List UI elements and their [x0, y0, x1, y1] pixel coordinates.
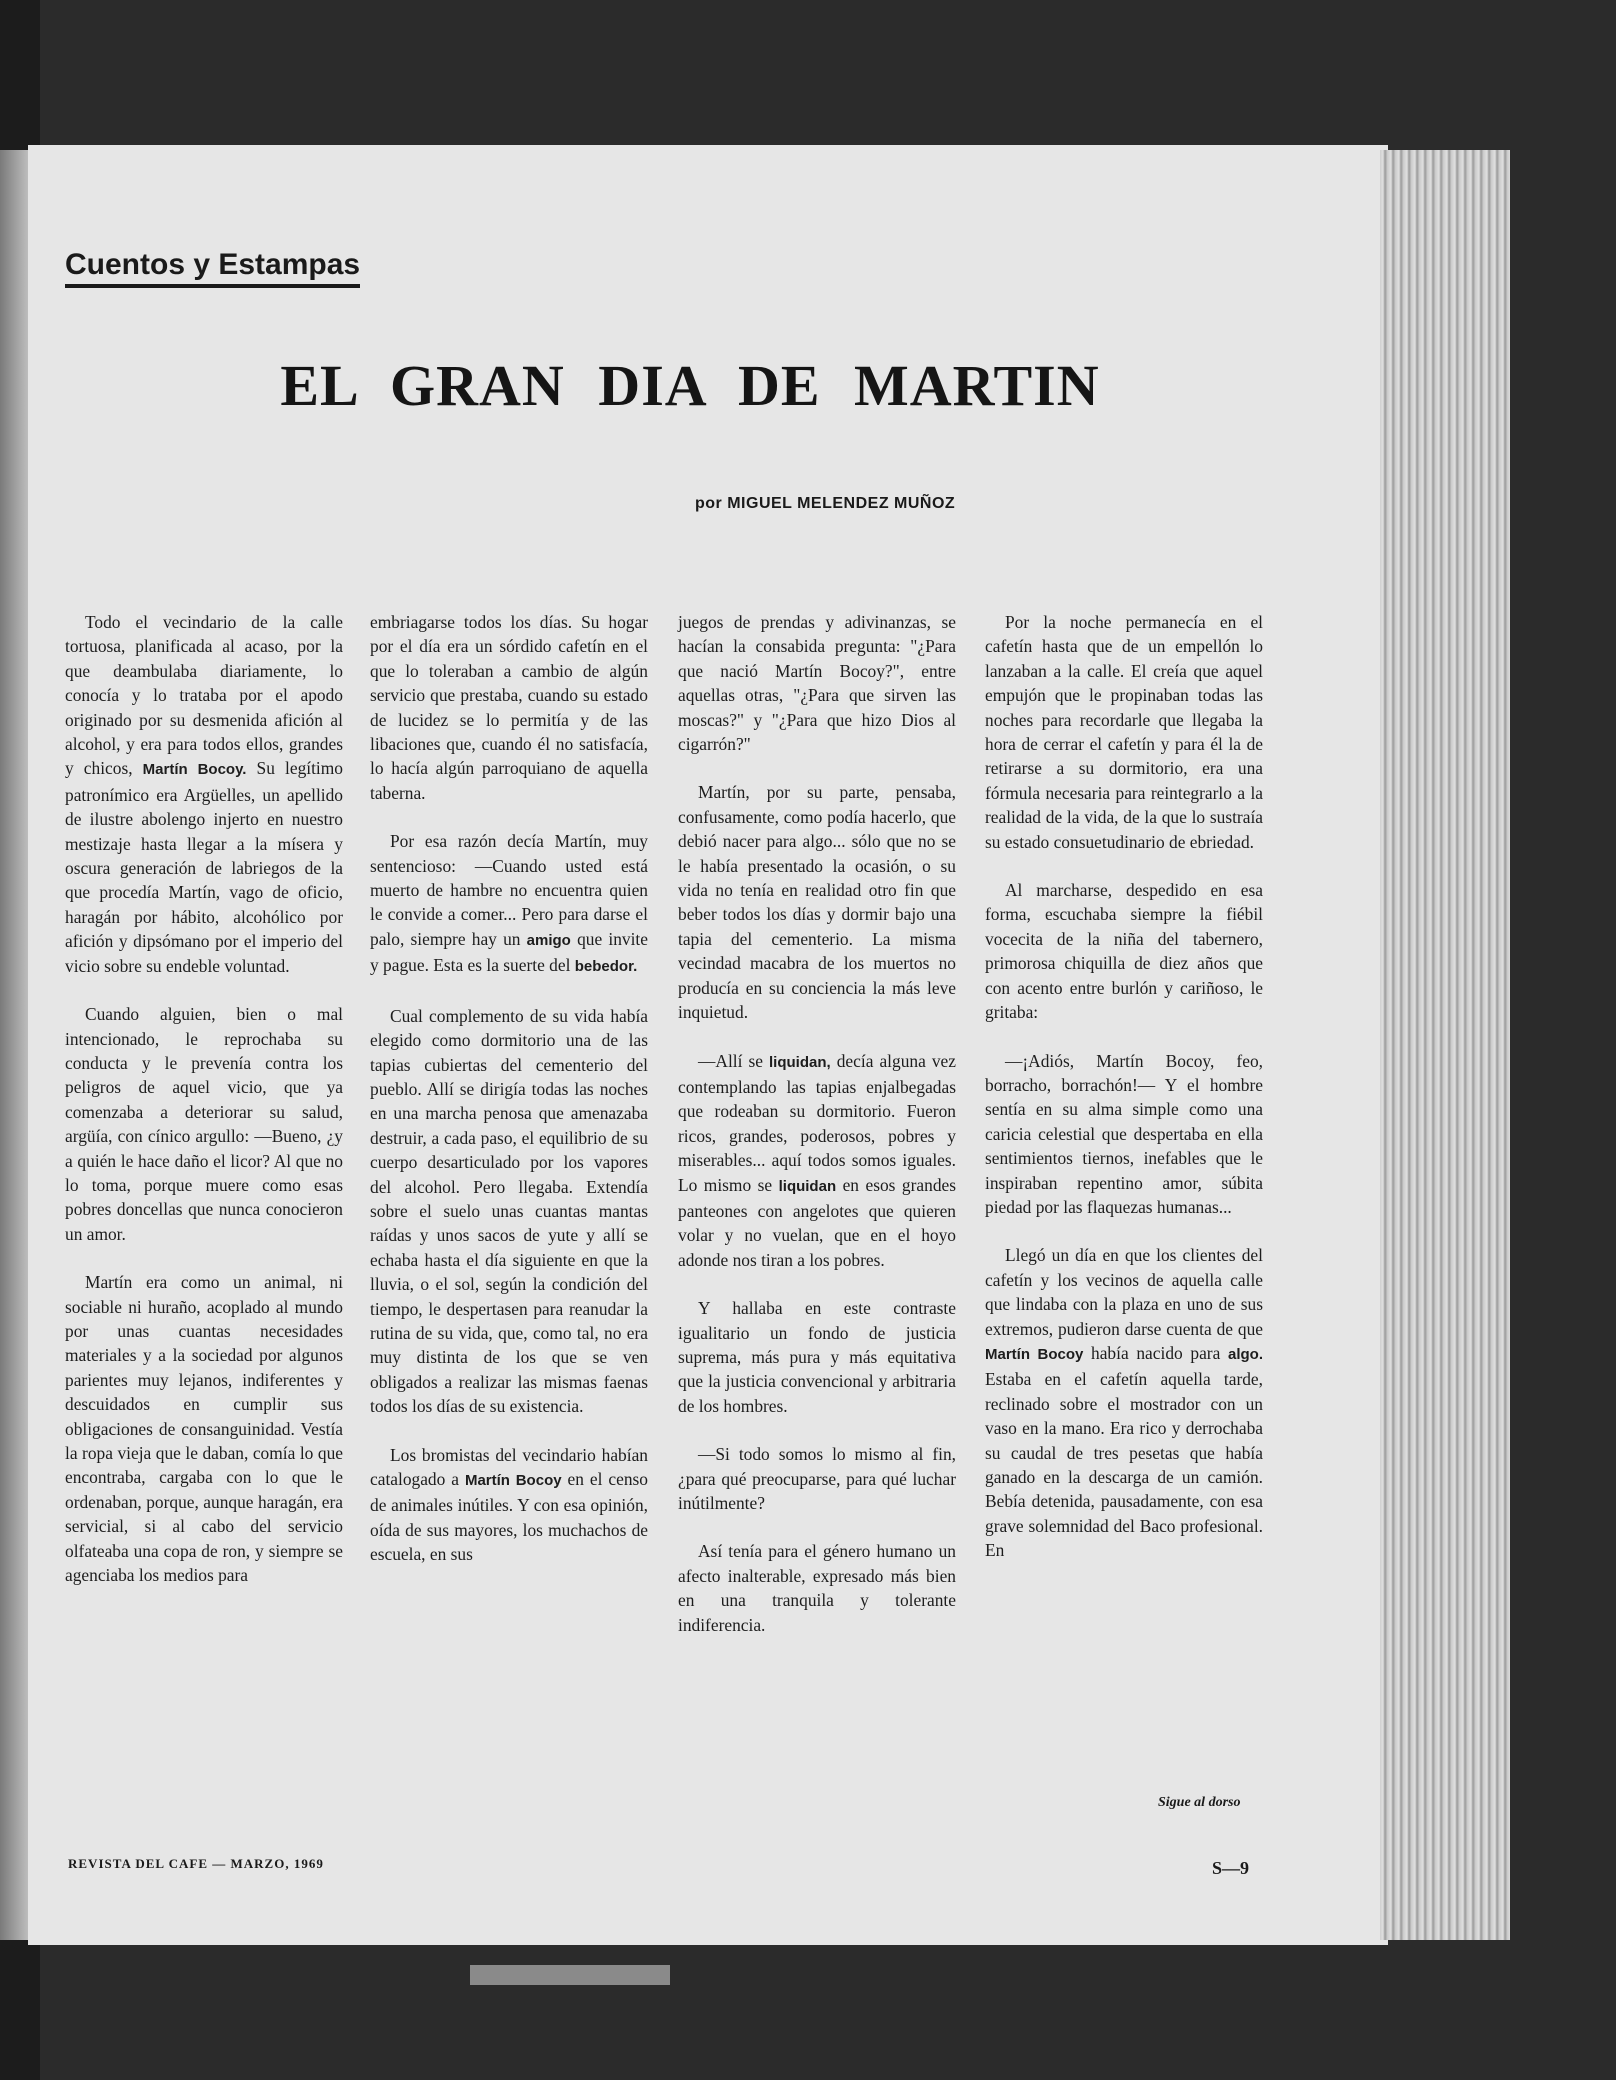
- paragraph: Al marcharse, despedido en esa forma, escuchaba siempre la fiébil vocecita de la niña del tabernero, primorosa chiquilla de diez años que con acento entre burlón y cariñoso, le gritaba:: [985, 880, 1263, 1023]
- paragraph: Y hallaba en este contraste igualitario un fondo de justicia suprema, más pura y más equitativa que la justicia convencional y arbitraria de los hombres.: [678, 1298, 956, 1416]
- column-2: [370, 610, 648, 1591]
- paragraph: Así tenía para el género humano un afecto inalterable, expresado más bien en una tranquila y tolerante indiferencia.: [678, 1541, 956, 1635]
- page-number: S—9: [1212, 1858, 1250, 1878]
- column-4: [985, 610, 1263, 1587]
- footer-publication: REVISTA DEL CAFE — MARZO, 1969: [68, 1856, 324, 1871]
- continued-note: Sigue al dorso: [1158, 1795, 1241, 1810]
- column-3: [678, 610, 956, 1661]
- book-page-edges: [1380, 150, 1510, 1940]
- section-label: Cuentos y Estampas: [65, 248, 360, 288]
- paragraph: —Si todo somos lo mismo al fin, ¿para qué preocuparse, para qué luchar inútilmente?: [678, 1444, 956, 1513]
- article-title: EL GRAN DIA DE MARTIN: [280, 353, 1100, 418]
- paragraph: Cuando alguien, bien o mal intencionado, le reprochaba su conducta y le prevenía contra los peligros de aquel vicio, que ya comenzaba a deteriorar su salud, argüía, con cínico argullo: —Bueno, ¿y a quién le hace daño el licor? Al que no lo toma, porque muere como esas pobres doncellas que nunca conocieron un amor.: [65, 1004, 343, 1244]
- paragraph: Por esa razón decía Martín, muy sentencioso: —Cuando usted está muerto de hambre no encuentra quien le convide a comer... Pero para darse el palo, siempre hay un amigo que invite y pague. Esta es la suerte del bebedor.: [370, 831, 648, 976]
- paragraph: Llegó un día en que los clientes del cafetín y los vecinos de aquella calle que lindaba con la plaza en uno de sus extremos, pudieron darse cuenta de que Martín Bocoy había nacido para algo. Estaba en el cafetín aquella tarde, reclinado sobre el mostrador con un vaso en la mano. Era rico y derrochaba su caudal de tres pesetas que había ganado en la descarga de un camión. Bebía detenida, pausadamente, con esa grave solemnidad del Baco profesional. En: [985, 1245, 1263, 1561]
- paragraph: —¡Adiós, Martín Bocoy, feo, borracho, borrachón!— Y el hombre sentía en su alma simple como una caricia celestial que despertaba en ella sentimientos tiernos, inefables que le inspiraban repentino amor, súbita piedad por las flaquezas humanas...: [985, 1050, 1263, 1217]
- paragraph: juegos de prendas y adivinanzas, se hacían la consabida pregunta: "¿Para que nació Martín Bocoy?", entre aquellas otras, "¿Para que sirven las moscas?" y "¿Para que hizo Dios al cigarrón?": [678, 612, 956, 755]
- paragraph: embriagarse todos los días. Su hogar por el día era un sórdido cafetín en el que lo toleraban a cambio de algún servicio que prestaba, cuando su estado de lucidez se lo permitía y de las libaciones que, cuando él no satisfacía, lo hacía algún parroquiano de aquella taberna.: [370, 612, 648, 803]
- paragraph: Todo el vecindario de la calle tortuosa, planificada al acaso, por la que deambulaba diariamente, lo conocía y lo trataba por el apodo originado por su desmenida afición al alcohol, y era para todos ellos, grandes y chicos, Martín Bocoy. Su legítimo patronímico era Argüelles, un apellido de ilustre abolengo injerto en nuestro mestizaje hasta llegar a la mísera y oscura generación de labriegos de la que procedía Martín, vago de oficio, haragán por hábito, alcohólico por afición y dipsómano por el imperio del vicio sobre su endeble voluntad.: [65, 612, 343, 976]
- paragraph: Martín, por su parte, pensaba, confusamente, como podía hacerlo, que debió nacer para algo... sólo que no se le había presentado la ocasión, o su vida no tenía en realidad otro fin que beber todos los días y dormir bajo una tapia del cementerio. La misma vecindad macabra de los muertos no producía en su conciencia la más leve inquietud.: [678, 782, 956, 1023]
- byline: por MIGUEL MELENDEZ MUÑOZ: [695, 495, 956, 512]
- paragraph: Cual complemento de su vida había elegido como dormitorio una de las tapias cubiertas del cementerio del pueblo. Allí se dirigía todas las noches en una marcha penosa que amenazaba destruir, a cada paso, el equilibrio de su cuerpo desarticulado por los vapores del alcohol. Pero llegaba. Extendía sobre el suelo unas cuantas mantas raídas y unos sacos de yute y allí se echaba hasta el día siguiente en que la lluvia, o el sol, según la condición del tiempo, le despertasen para reanudar la rutina de su vida, que, como tal, no era muy distinta de los que se ven obligados a realizar las mismas faenas todos los días de su existencia.: [370, 1005, 648, 1417]
- scan-tab: [470, 1965, 670, 1985]
- paragraph: Por la noche permanecía en el cafetín hasta que de un empellón lo lanzaban a la calle. El creía que aquel empujón que le propinaban todas las noches para recordarle que llegaba la hora de cerrar el cafetín y para él la de retirarse a su dormitorio, era una fórmula necesaria para reintegrarlo a la realidad de la vida, de la que lo sustraía su estado consuetudinario de ebriedad.: [985, 612, 1263, 852]
- paragraph: Martín era como un animal, ni sociable ni huraño, acoplado al mundo por unas cuantas necesidades materiales y a la sociedad por algunos parientes muy lejanos, indiferentes y descuidados en cumplir sus obligaciones de consanguinidad. Vestía la ropa vieja que le daban, comía lo que encontraba, cargaba con lo que le ordenaban, porque, aunque haragán, era servicial, si al cabo del servicio olfateaba una copa de ron, y siempre se agenciaba los medios para: [65, 1272, 343, 1586]
- paragraph: Los bromistas del vecindario habían catalogado a Martín Bocoy en el censo de animales inútiles. Y con esa opinión, oída de sus mayores, los muchachos de escuela, en sus: [370, 1444, 649, 1565]
- column-1: [65, 610, 343, 1611]
- paragraph: —Allí se liquidan, decía alguna vez contemplando las tapias enjalbegadas que rodeaban su dormitorio. Fueron ricos, grandes, poderosos, pobres y miserables... aquí todos somos iguales. Lo mismo se liquidan en esos grandes panteones con angelotes que quieren volar y no vuelan, que en el hoyo adonde nos tiran a los pobres.: [678, 1050, 956, 1270]
